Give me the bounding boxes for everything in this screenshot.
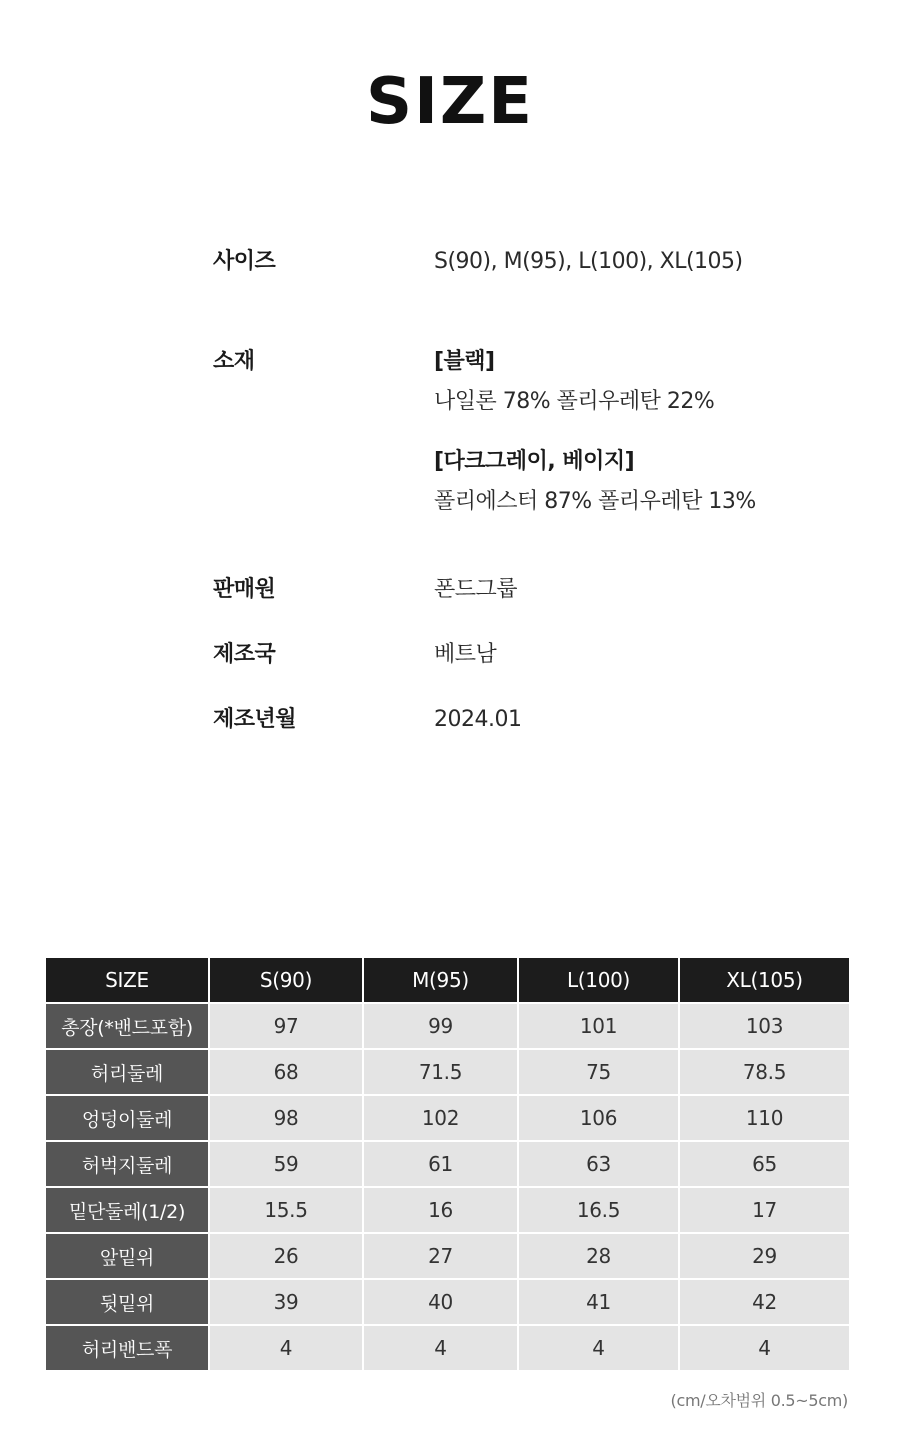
page-title: SIZE bbox=[365, 65, 535, 139]
material-group-heading: [다크그레이, 베이지] bbox=[434, 449, 635, 474]
table-row bbox=[45, 1187, 850, 1233]
table-header-row bbox=[45, 957, 850, 1003]
table-cell: 29 bbox=[679, 1233, 850, 1279]
table-cell: 4 bbox=[363, 1325, 518, 1371]
table-cell: 101 bbox=[518, 1003, 679, 1049]
table-cell: 16 bbox=[363, 1187, 518, 1233]
table-cell: 26 bbox=[209, 1233, 363, 1279]
info-row-size bbox=[213, 242, 833, 282]
table-cell: 98 bbox=[209, 1095, 363, 1141]
info-row-material bbox=[213, 342, 833, 522]
table-cell: 75 bbox=[518, 1049, 679, 1095]
table-row bbox=[45, 1279, 850, 1325]
table-cell: 61 bbox=[363, 1141, 518, 1187]
table-cell: 63 bbox=[518, 1141, 679, 1187]
row-label: 뒷밑위 bbox=[45, 1279, 209, 1325]
material-label: 소재 bbox=[213, 349, 255, 374]
product-info bbox=[213, 242, 833, 765]
info-row-date bbox=[213, 700, 833, 740]
size-label: 사이즈 bbox=[213, 249, 276, 274]
material-value bbox=[434, 342, 833, 522]
column-header: SIZE bbox=[45, 957, 209, 1003]
table-cell: 4 bbox=[209, 1325, 363, 1371]
table-cell: 65 bbox=[679, 1141, 850, 1187]
table-cell: 27 bbox=[363, 1233, 518, 1279]
table-cell: 4 bbox=[679, 1325, 850, 1371]
table-cell: 102 bbox=[363, 1095, 518, 1141]
info-row-country bbox=[213, 635, 833, 675]
row-label: 허리둘레 bbox=[45, 1049, 209, 1095]
table-cell: 78.5 bbox=[679, 1049, 850, 1095]
table-cell: 28 bbox=[518, 1233, 679, 1279]
size-value: S(90), M(95), L(100), XL(105) bbox=[434, 249, 743, 274]
table-cell: 106 bbox=[518, 1095, 679, 1141]
table-cell: 68 bbox=[209, 1049, 363, 1095]
size-table bbox=[44, 956, 851, 1372]
measurement-note: (cm/오차범위 0.5~5cm) bbox=[670, 1391, 848, 1410]
material-group-text: 폴리에스터 87% 폴리우레탄 13% bbox=[434, 489, 756, 514]
table-cell: 17 bbox=[679, 1187, 850, 1233]
table-row bbox=[45, 1095, 850, 1141]
column-header: S(90) bbox=[209, 957, 363, 1003]
table-row bbox=[45, 1003, 850, 1049]
table-cell: 110 bbox=[679, 1095, 850, 1141]
table-row bbox=[45, 1049, 850, 1095]
date-label: 제조년월 bbox=[213, 707, 297, 732]
row-label: 앞밑위 bbox=[45, 1233, 209, 1279]
table-row bbox=[45, 1233, 850, 1279]
table-cell: 15.5 bbox=[209, 1187, 363, 1233]
column-header: L(100) bbox=[518, 957, 679, 1003]
material-group-text: 나일론 78% 폴리우레탄 22% bbox=[434, 389, 715, 414]
row-label: 허벅지둘레 bbox=[45, 1141, 209, 1187]
table-cell: 16.5 bbox=[518, 1187, 679, 1233]
date-value: 2024.01 bbox=[434, 707, 522, 732]
table-cell: 4 bbox=[518, 1325, 679, 1371]
table-cell: 42 bbox=[679, 1279, 850, 1325]
country-label: 제조국 bbox=[213, 642, 276, 667]
row-label: 엉덩이둘레 bbox=[45, 1095, 209, 1141]
table-cell: 97 bbox=[209, 1003, 363, 1049]
seller-label: 판매원 bbox=[213, 577, 276, 602]
table-row bbox=[45, 1325, 850, 1371]
table-row bbox=[45, 1141, 850, 1187]
table-cell: 103 bbox=[679, 1003, 850, 1049]
table-cell: 39 bbox=[209, 1279, 363, 1325]
column-header: XL(105) bbox=[679, 957, 850, 1003]
column-header: M(95) bbox=[363, 957, 518, 1003]
seller-value: 폰드그룹 bbox=[434, 577, 518, 602]
country-value: 베트남 bbox=[434, 642, 497, 667]
row-label: 총장(*밴드포함) bbox=[45, 1003, 209, 1049]
table-cell: 40 bbox=[363, 1279, 518, 1325]
table-cell: 59 bbox=[209, 1141, 363, 1187]
table-cell: 41 bbox=[518, 1279, 679, 1325]
info-row-seller bbox=[213, 570, 833, 610]
row-label: 밑단둘레(1/2) bbox=[45, 1187, 209, 1233]
material-group-heading: [블랙] bbox=[434, 349, 495, 374]
row-label: 허리밴드폭 bbox=[45, 1325, 209, 1371]
table-cell: 71.5 bbox=[363, 1049, 518, 1095]
table-cell: 99 bbox=[363, 1003, 518, 1049]
